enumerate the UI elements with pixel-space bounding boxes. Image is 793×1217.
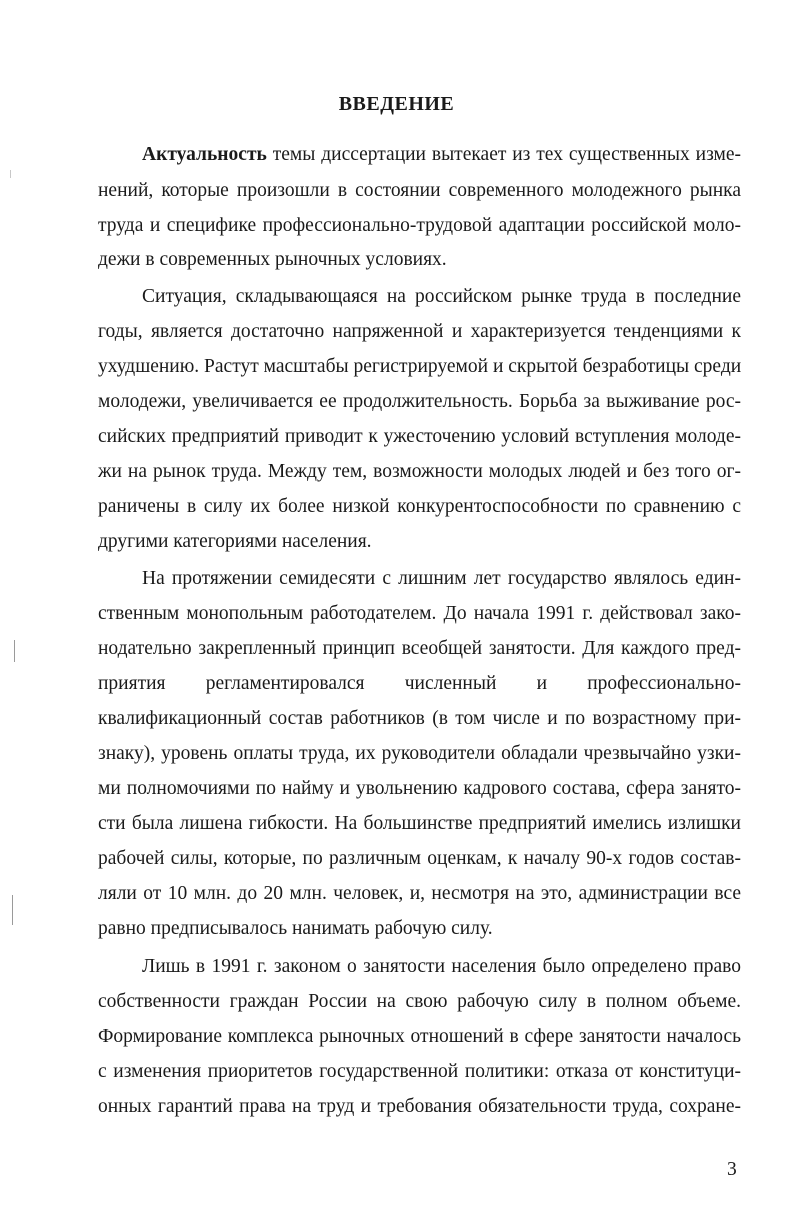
text-line: Лишь в 1991 г. законом о занятости населения было определено право xyxy=(142,956,741,977)
text-line: другими категориями населения. xyxy=(98,531,372,552)
text-line: дежи в современных рыночных условиях. xyxy=(98,249,447,270)
text-line: Формирование комплекса рыночных отношений в сфере занятости началось xyxy=(98,1026,741,1047)
scan-artifact xyxy=(10,170,11,178)
page-number: 3 xyxy=(727,1159,737,1180)
text-line: ухудшению. Растут масштабы регистрируемой и скрытой безработицы среди xyxy=(98,356,742,377)
text-line: приятия регламентировался численный и профессионально- xyxy=(98,673,741,694)
bold-term: Актуальность xyxy=(142,144,267,165)
text-line: ляли от 10 млн. до 20 млн. человек, и, несмотря на это, администрации все xyxy=(98,883,741,904)
text-line: сти была лишена гибкости. На большинстве предприятий имелись излишки xyxy=(98,813,741,834)
text-line: онных гарантий права на труд и требования обязательности труда, сохране- xyxy=(98,1096,741,1117)
text-line: ственным монопольным работодателем. До начала 1991 г. действовал зако- xyxy=(98,603,741,624)
text-line: Ситуация, складывающаяся на российском рынке труда в последние xyxy=(142,286,741,307)
page-title: ВВЕДЕНИЕ xyxy=(338,93,455,115)
text-line: нений, которые произошли в состоянии современного молодежного рынка xyxy=(98,180,741,201)
text-line: с изменения приоритетов государственной политики: отказа от конституци- xyxy=(98,1061,741,1082)
text-line: жи на рынок труда. Между тем, возможности молодых людей и без того ог- xyxy=(98,461,741,482)
text-line: молодежи, увеличивается ее продолжительность. Борьба за выживание рос- xyxy=(98,391,741,412)
text-line: равно предписывалось нанимать рабочую силу. xyxy=(98,918,493,939)
text-line: годы, является достаточно напряженной и характеризуется тенденциями к xyxy=(98,321,741,342)
text-line: квалификационный состав работников (в том числе и по возрастному при- xyxy=(98,708,741,729)
text-line: нодательно закрепленный принцип всеобщей занятости. Для каждого пред- xyxy=(98,638,741,659)
text-line: собственности граждан России на свою рабочую силу в полном объеме. xyxy=(98,991,741,1012)
text-line: труда и специфике профессионально-трудовой адаптации российской моло- xyxy=(98,215,741,236)
scan-artifact xyxy=(14,640,15,662)
text-line: знаку), уровень оплаты труда, их руководители обладали чрезвычайно узки- xyxy=(98,743,741,764)
text-line: На протяжении семидесяти с лишним лет государство являлось един- xyxy=(142,568,741,589)
text-line: ми полномочиями по найму и увольнению кадрового состава, сфера занято- xyxy=(98,778,741,799)
text-line: раничены в силу их более низкой конкурентоспособности по сравнению с xyxy=(98,496,741,517)
text-line: сийских предприятий приводит к ужесточению условий вступления молоде- xyxy=(98,426,741,447)
text-line: рабочей силы, которые, по различным оценкам, к началу 90-х годов состав- xyxy=(98,848,741,869)
text-line: Актуальность темы диссертации вытекает из тех существенных изме- xyxy=(142,144,741,165)
scan-artifact xyxy=(12,895,13,925)
